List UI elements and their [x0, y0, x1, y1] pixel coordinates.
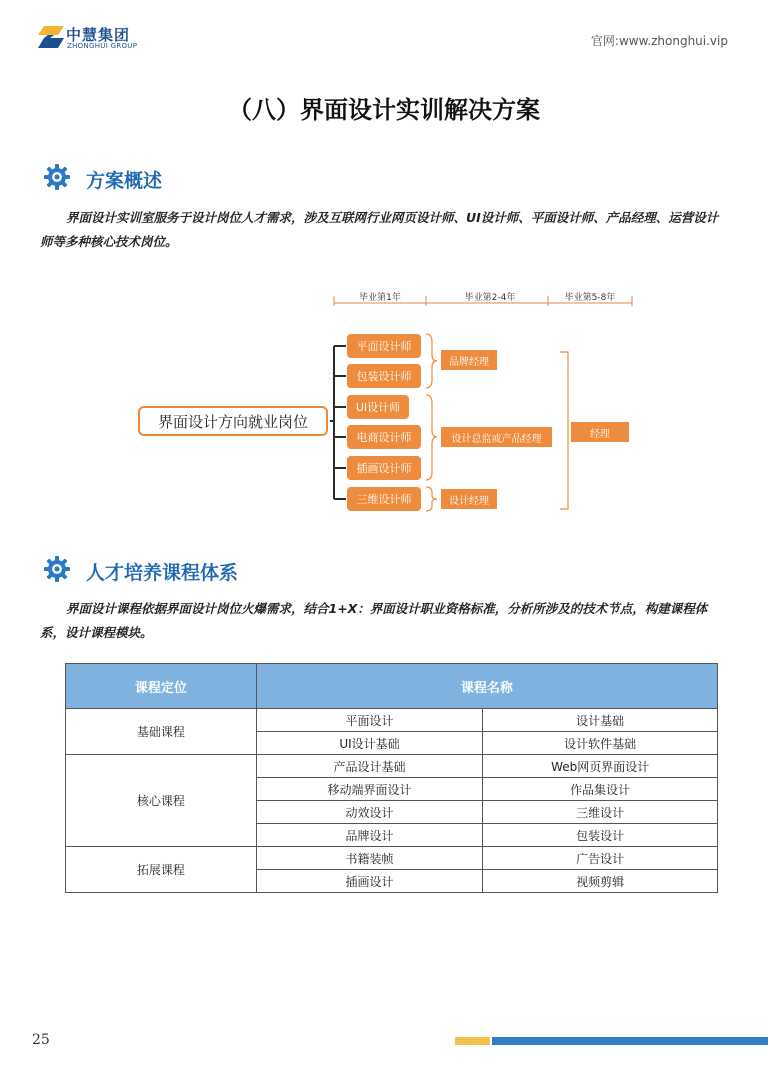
course-cell: 产品设计基础: [256, 755, 483, 778]
course-cell: 三维设计: [483, 801, 718, 824]
career-root-node: 界面设计方向就业岗位: [138, 406, 328, 436]
course-cell: 平面设计: [256, 709, 483, 732]
overview-paragraph: 界面设计实训室服务于设计岗位人才需求，涉及互联网行业网页设计师、UI设计师、平面设计师、产品经理、运营设计师等多种核心技术岗位。: [40, 210, 719, 249]
course-cell: 品牌设计: [256, 824, 483, 847]
category-cell: 拓展课程: [66, 847, 257, 893]
job-node: UI设计师: [347, 395, 409, 419]
course-cell: 作品集设计: [483, 778, 718, 801]
table-header-cell: 课程定位: [66, 664, 257, 709]
page-number: 25: [32, 1032, 50, 1048]
course-cell: 插画设计: [256, 870, 483, 893]
logo-subtext: ZHONGHUI GROUP: [67, 42, 138, 50]
footer-accent-bar: [455, 1037, 490, 1045]
timeline-label-year5-8: 毕业第5-8年: [564, 293, 616, 303]
course-cell: 书籍装帧: [256, 847, 483, 870]
role-node-brand-manager: 品牌经理: [441, 350, 497, 370]
category-cell: 基础课程: [66, 709, 257, 755]
course-cell: 包装设计: [483, 824, 718, 847]
section-heading-overview: 方案概述: [86, 170, 163, 192]
job-node: 三维设计师: [347, 487, 421, 511]
job-node: 包装设计师: [347, 364, 421, 388]
category-cell: 核心课程: [66, 755, 257, 847]
table-row: [66, 709, 718, 732]
course-cell: 设计基础: [483, 709, 718, 732]
logo-text: 中慧集团: [66, 26, 131, 44]
course-cell: 移动端界面设计: [256, 778, 483, 801]
logo-icon: [38, 26, 64, 48]
footer-bar: [492, 1037, 768, 1045]
timeline-label-year1: 毕业第1年: [359, 293, 401, 303]
curriculum-paragraph: 界面设计课程依据界面设计岗位火爆需求，结合1+X：界面设计职业资格标准，分析所涉及的技术节点，构建课程体系，设计课程模块。: [40, 601, 708, 640]
table-row: [66, 755, 718, 778]
job-node: 插画设计师: [347, 456, 421, 480]
course-cell: Web网页界面设计: [483, 755, 718, 778]
job-node: 平面设计师: [347, 334, 421, 358]
table-header-cell: 课程名称: [256, 664, 717, 709]
role-node-design-director: 设计总监或产品经理: [441, 427, 552, 447]
timeline-label-year2-4: 毕业第2-4年: [464, 293, 516, 303]
website-link[interactable]: 官网:www.zhonghui.vip: [590, 34, 728, 48]
course-cell: 视频剪辑: [483, 870, 718, 893]
job-node: 电商设计师: [347, 425, 421, 449]
course-cell: UI设计基础: [256, 732, 483, 755]
course-cell: 动效设计: [256, 801, 483, 824]
course-cell: 广告设计: [483, 847, 718, 870]
role-node-manager: 经理: [571, 422, 629, 442]
section-heading-curriculum: 人才培养课程体系: [86, 562, 239, 584]
gear-icon: [44, 164, 70, 190]
course-table: [65, 663, 718, 893]
gear-icon: [44, 556, 70, 582]
course-cell: 设计软件基础: [483, 732, 718, 755]
table-header-row: [66, 664, 718, 709]
role-node-design-manager: 设计经理: [441, 489, 497, 509]
table-row: [66, 847, 718, 870]
page-title: （八）界面设计实训解决方案: [228, 96, 540, 124]
